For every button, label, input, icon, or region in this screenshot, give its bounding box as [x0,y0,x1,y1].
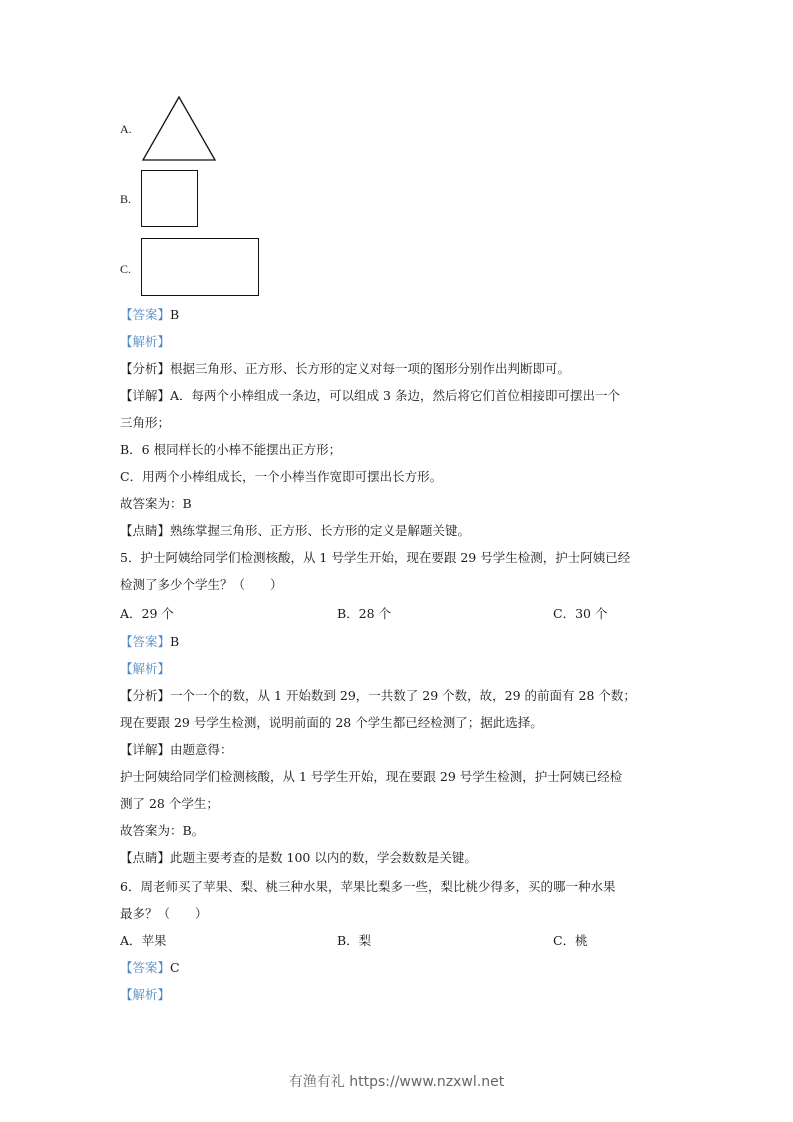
answer-value: B [170,634,180,649]
analysis-tag: 【解析】 [120,987,171,1002]
q6-stem: 6．周老师买了苹果、梨、桃三种水果，苹果比梨多一些，梨比桃少得多，买的哪一种水果 [120,879,616,894]
answer-tag: 【答案】 [120,307,171,322]
q6-choice-b: B．梨 [337,933,372,948]
option-c-label: C. [120,262,132,276]
q5-choice-b: B．28 个 [337,606,392,621]
option-a-label: A. [120,122,132,136]
dianjing-text: 此题主要考查的是数 100 以内的数，学会数数是关键。 [170,850,477,865]
dianjing-tag: 【点睛】 [120,523,171,538]
q5-xiangjie-cont: 测了 28 个学生； [120,796,219,811]
square-figure [141,170,198,227]
q4-dianjing [120,523,470,539]
q5-analysis-heading [120,661,170,677]
q5-stem-cont: 检测了多少个学生？（ ） [120,577,283,592]
dianjing-text: 熟练掌握三角形、正方形、长方形的定义是解题关键。 [170,523,471,538]
q6-choice-a: A．苹果 [120,933,167,948]
q5-answer [120,634,179,650]
fenxi-text: 一个一个的数，从 1 开始数到 29，一共数了 29 个数，故，29 的前面有 28 个数； [170,688,636,703]
xiangjie-tag: 【详解】 [120,742,171,757]
q6-analysis-heading [120,987,170,1003]
q4-conclusion: 故答案为：B [120,496,192,511]
q4-xiangjie [120,388,620,404]
q4-xiangjie-b: B．6 根同样长的小棒不能摆出正方形； [120,442,342,457]
triangle-figure [141,96,217,162]
answer-value: B [170,307,180,322]
q4-fenxi [120,361,570,377]
analysis-tag: 【解析】 [120,661,171,676]
option-b-label: B. [120,192,132,206]
xiangjie-tag: 【详解】 [120,388,171,403]
fenxi-tag: 【分析】 [120,688,171,703]
q5-conclusion: 故答案为：B。 [120,823,205,838]
xiangjie-text: A．每两个小棒组成一条边，可以组成 3 条边，然后将它们首位相接即可摆出一个 [170,388,620,403]
xiangjie-text: 由题意得： [170,742,233,757]
q5-xiangjie [120,742,233,758]
q5-fenxi [120,688,636,704]
q6-stem-cont: 最多？（ ） [120,906,208,921]
rectangle-figure [141,238,259,296]
q6-choice-c: C．桃 [553,933,588,948]
q5-choice-c: C．30 个 [553,606,608,621]
footer-watermark: 有渔有礼 https://www.nzxwl.net [288,1074,505,1090]
answer-value: C [170,960,180,975]
answer-tag: 【答案】 [120,634,171,649]
analysis-tag: 【解析】 [120,334,171,349]
q4-answer [120,307,179,323]
fenxi-tag: 【分析】 [120,361,171,376]
q6-answer [120,960,180,976]
fenxi-text: 根据三角形、正方形、长方形的定义对每一项的图形分别作出判断即可。 [170,361,571,376]
q4-analysis-heading [120,334,170,350]
q5-xiangjie-body: 护士阿姨给同学们检测核酸，从 1 号学生开始，现在要跟 29 号学生检测，护士阿姨已经检 [120,769,623,784]
q4-xiangjie-c: C．用两个小棒组成长，一个小棒当作宽即可摆出长方形。 [120,469,443,484]
dianjing-tag: 【点睛】 [120,850,171,865]
q5-fenxi-cont: 现在要跟 29 号学生检测，说明前面的 28 个学生都已经检测了；据此选择。 [120,715,543,730]
answer-tag: 【答案】 [120,960,171,975]
q5-choice-a: A．29 个 [120,606,174,621]
q5-dianjing [120,850,477,866]
q4-xiangjie-cont: 三角形； [120,415,171,430]
q5-stem: 5．护士阿姨给同学们检测核酸，从 1 号学生开始，现在要跟 29 号学生检测，护士阿姨已经 [120,550,631,565]
